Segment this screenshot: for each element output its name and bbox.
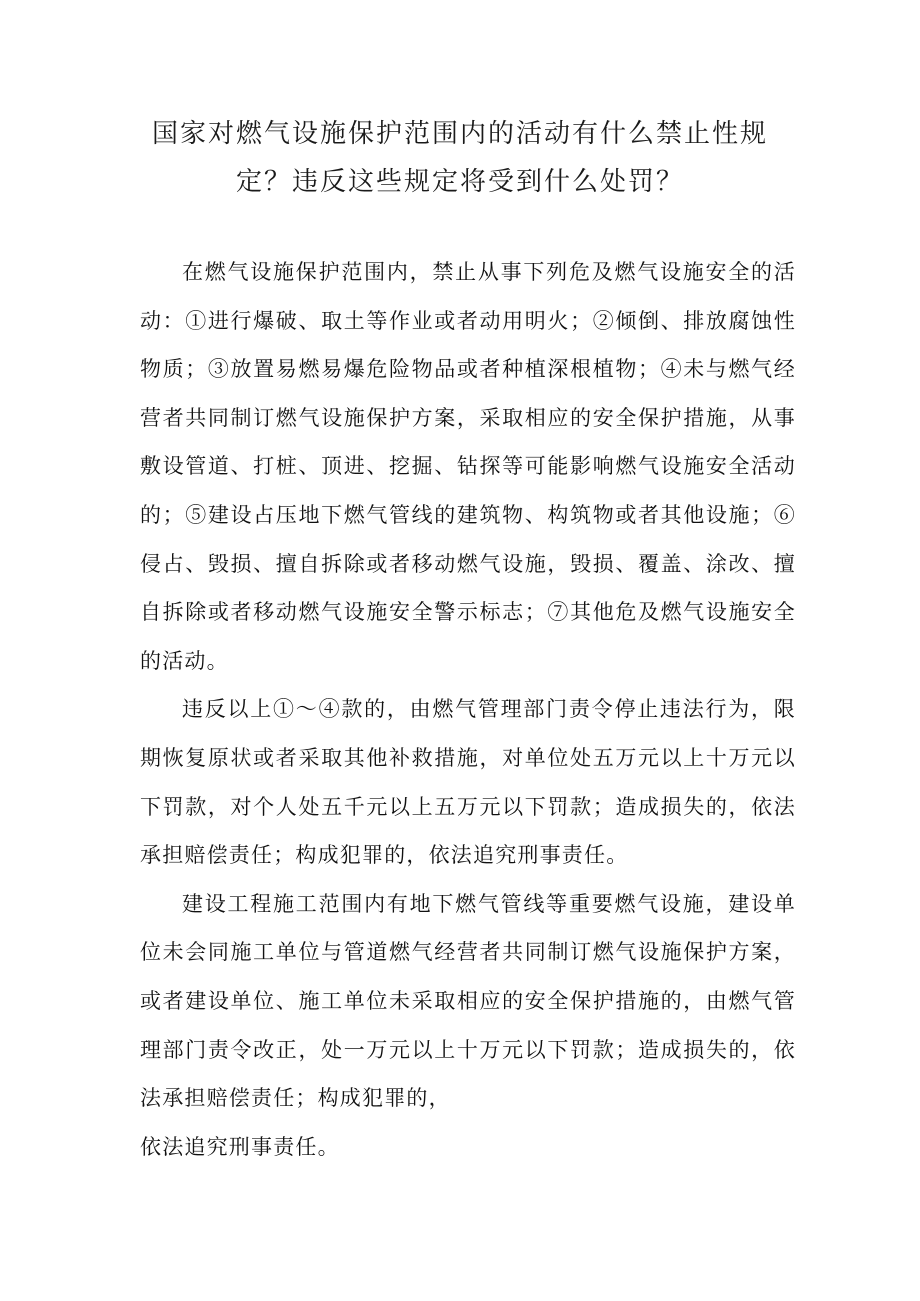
title-line-2: 定？违反这些规定将受到什么处罚？ (235, 167, 684, 197)
paragraph-penalties-1-4: 违反以上①～④款的，由燃气管理部门责令停止违法行为，限期恢复原状或者采取其他补救措施，对单位处五万元以上十万元以下罚款，对个人处五千元以上五万元以下罚款；造成损失的，依法承担赔偿责任；构成犯罪的，依法追究刑事责任。 (140, 697, 796, 868)
document-title (120, 110, 800, 206)
paragraph-construction-penalties: 建设工程施工范围内有地下燃气管线等重要燃气设施，建设单位未会同施工单位与管道燃气经营者共同制订燃气设施保护方案，或者建设单位、施工单位未采取相应的安全保护措施的，由燃气管理部门责令改正，处一万元以上十万元以下罚款；造成损失的，依法承担赔偿责任；构成犯罪的， (140, 891, 796, 1111)
document-body (140, 248, 796, 1171)
paragraph-prohibited-activities: 在燃气设施保护范围内，禁止从事下列危及燃气设施安全的活动：①进行爆破、取土等作业或者动用明火；②倾倒、排放腐蚀性物质；③放置易燃易爆危险物品或者种植深根植物；④未与燃气经营者共同制订燃气设施保护方案，采取相应的安全保护措施，从事敷设管道、打桩、顶进、挖掘、钻探等可能影响燃气设施安全活动的；⑤建设占压地下燃气管线的建筑物、构筑物或者其他设施；⑥侵占、毁损、擅自拆除或者移动燃气设施，毁损、覆盖、涂改、擅自拆除或者移动燃气设施安全警示标志；⑦其他危及燃气设施安全的活动。 (140, 260, 796, 673)
title-line-1: 国家对燃气设施保护范围内的活动有什么禁止性规 (151, 119, 768, 149)
paragraph-last-line: 依法追究刑事责任。 (140, 1134, 340, 1159)
